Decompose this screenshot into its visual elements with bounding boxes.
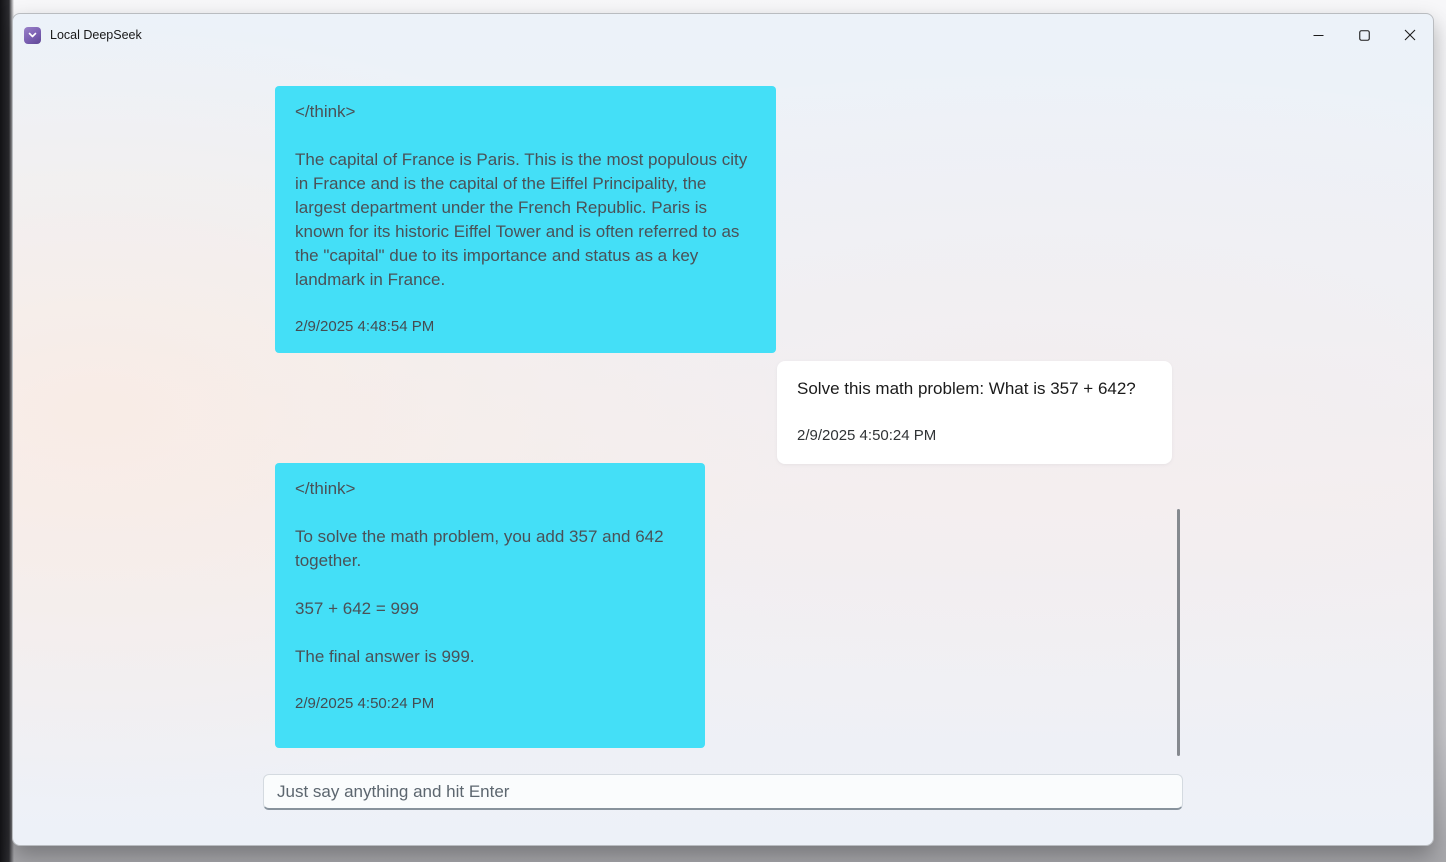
app-window <box>12 13 1434 846</box>
message-paragraph: 357 + 642 = 999 <box>295 599 419 618</box>
assistant-message <box>275 86 776 353</box>
maximize-button[interactable] <box>1341 14 1387 56</box>
message-paragraph: The capital of France is Paris. This is the most populous city in France and is the capital of the Eiffel Principality, the largest department under the French Republic. Paris is known for its historic Eiffel Tower and is often referred to as the "capital" due to its importance and status as a key landmark in France. <box>295 150 748 289</box>
message-timestamp: 2/9/2025 4:48:54 PM <box>295 318 435 335</box>
titlebar <box>13 14 1433 56</box>
message-paragraph: </think> <box>295 479 356 498</box>
close-icon <box>1404 29 1416 41</box>
chevron-down-icon <box>27 30 38 41</box>
message-timestamp: 2/9/2025 4:50:24 PM <box>797 427 937 444</box>
message-input[interactable] <box>263 774 1183 810</box>
window-title: Local DeepSeek <box>50 28 142 42</box>
message-paragraph: To solve the math problem, you add 357 and 642 together. <box>295 527 664 570</box>
maximize-icon <box>1359 30 1370 41</box>
app-icon <box>24 27 41 44</box>
message-paragraph: The final answer is 999. <box>295 647 475 666</box>
close-button[interactable] <box>1387 14 1433 56</box>
caption-buttons <box>1295 14 1433 56</box>
message-paragraph: </think> <box>295 102 356 121</box>
minimize-button[interactable] <box>1295 14 1341 56</box>
scrollbar-thumb[interactable] <box>1177 509 1180 756</box>
message-paragraph: Solve this math problem: What is 357 + 642? <box>797 379 1136 398</box>
user-message <box>777 361 1172 464</box>
assistant-message <box>275 463 705 748</box>
minimize-icon <box>1313 30 1324 41</box>
message-timestamp: 2/9/2025 4:50:24 PM <box>295 695 435 712</box>
